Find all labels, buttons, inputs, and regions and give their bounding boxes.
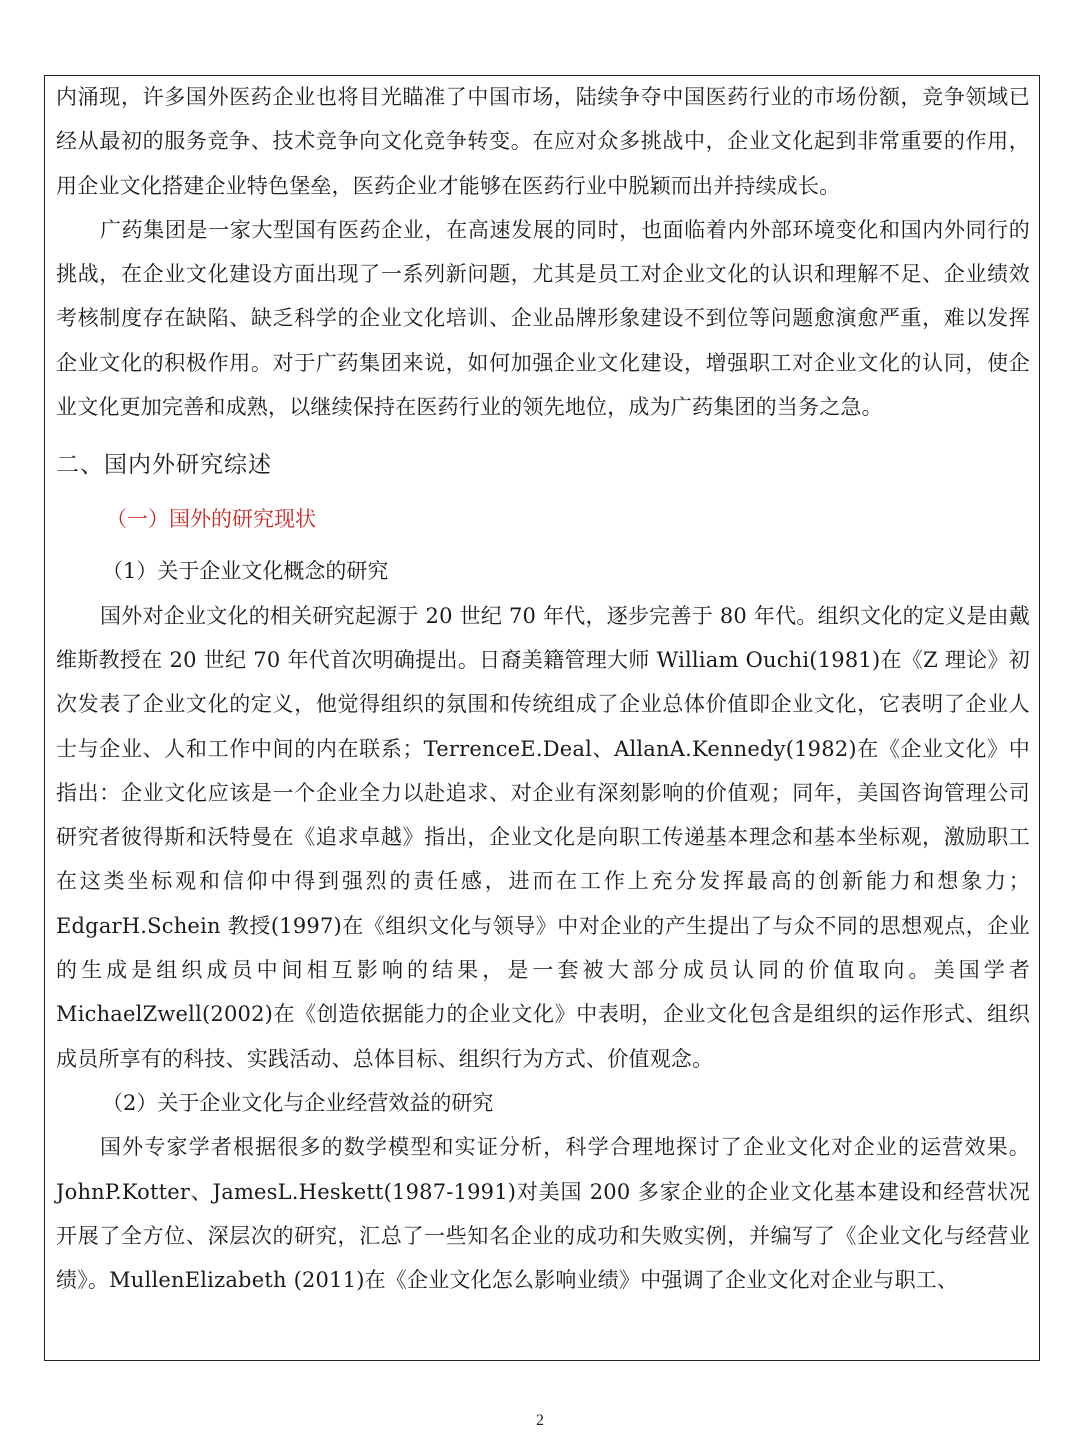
item-heading-culture-concept: （1）关于企业文化概念的研究 — [102, 559, 389, 584]
paragraph-market-competition: 内涌现，许多国外医药企业也将目光瞄准了中国市场，陆续争夺中国医药行业的市场份额，竞争领域已经从最初的服务竞争、技术竞争向文化竞争转变。在应对众多挑战中，企业文化起到非常重要的作用，用企业文化搭建企业特色堡垒，医药企业才能够在医药行业中脱颖而出并持续成长。 — [56, 85, 1030, 198]
section-heading-literature-review: 二、国内外研究综述 — [56, 452, 272, 479]
page-number: 2 — [536, 1412, 544, 1429]
subsection-heading-foreign-research: （一）国外的研究现状 — [106, 507, 316, 532]
paragraph-gpg-problems: 广药集团是一家大型国有医药企业，在高速发展的同时，也面临着内外部环境变化和国内外同行的挑战，在企业文化建设方面出现了一系列新问题，尤其是员工对企业文化的认识和理解不足、企业绩效考核制度存在缺陷、缺乏科学的企业文化培训、企业品牌形象建设不到位等问题愈演愈严重，难以发挥企业文化的积极作用。对于广药集团来说，如何加强企业文化建设，增强职工对企业文化的认同，使企业文化更加完善和成熟，以继续保持在医药行业的领先地位，成为广药集团的当务之急。 — [56, 217, 1030, 420]
document-frame — [44, 75, 1040, 1361]
paragraph-culture-concept: 国外对企业文化的相关研究起源于 20 世纪 70 年代，逐步完善于 80 年代。组织文化的定义是由戴维斯教授在 20 世纪 70 年代首次明确提出。日裔美籍管理大师 William Ouchi(1981)在《Z 理论》初次发表了企业文化的定义，他觉得组织的氛围和传统组成了企业总体价值即企业文化，它表明了企业人士与企业、人和工作中间的内在联系；TerrenceE.Deal、AllanA.Kennedy(1982)在《企业文化》中指出：企业文化应该是一个企业全力以赴追求、对企业有深刻影响的价值观；同年，美国咨询管理公司研究者彼得斯和沃特曼在《追求卓越》指出，企业文化是向职工传递基本理念和基本坐标观，激励职工在这类坐标观和信仰中得到强烈的责任感，进而在工作上充分发挥最高的创新能力和想象力；EdgarH.Schein 教授(1997)在《组织文化与领导》中对企业的产生提出了与众不同的思想观点，企业的生成是组织成员中间相互影响的结果，是一套被大部分成员认同的价值取向。美国学者 MichaelZwell(2002)在《创造依据能力的企业文化》中表明，企业文化包含是组织的运作形式、组织成员所享有的科技、实践活动、总体目标、组织行为方式、价值观念。 — [56, 603, 1030, 1071]
item-heading-culture-performance: （2）关于企业文化与企业经营效益的研究 — [102, 1090, 494, 1115]
paragraph-culture-performance: 国外专家学者根据很多的数学模型和实证分析，科学合理地探讨了企业文化对企业的运营效果。JohnP.Kotter、JamesL.Heskett(1987-1991)对美国 200 多家企业的企业文化基本建设和经营状况开展了全方位、深层次的研究，汇总了一些知名企业的成功和失败实例，并编写了《企业文化与经营业绩》。MullenElizabeth (2011)在《企业文化怎么影响业绩》中强调了企业文化对企业与职工、 — [56, 1135, 1030, 1293]
document-body — [56, 76, 1030, 1302]
